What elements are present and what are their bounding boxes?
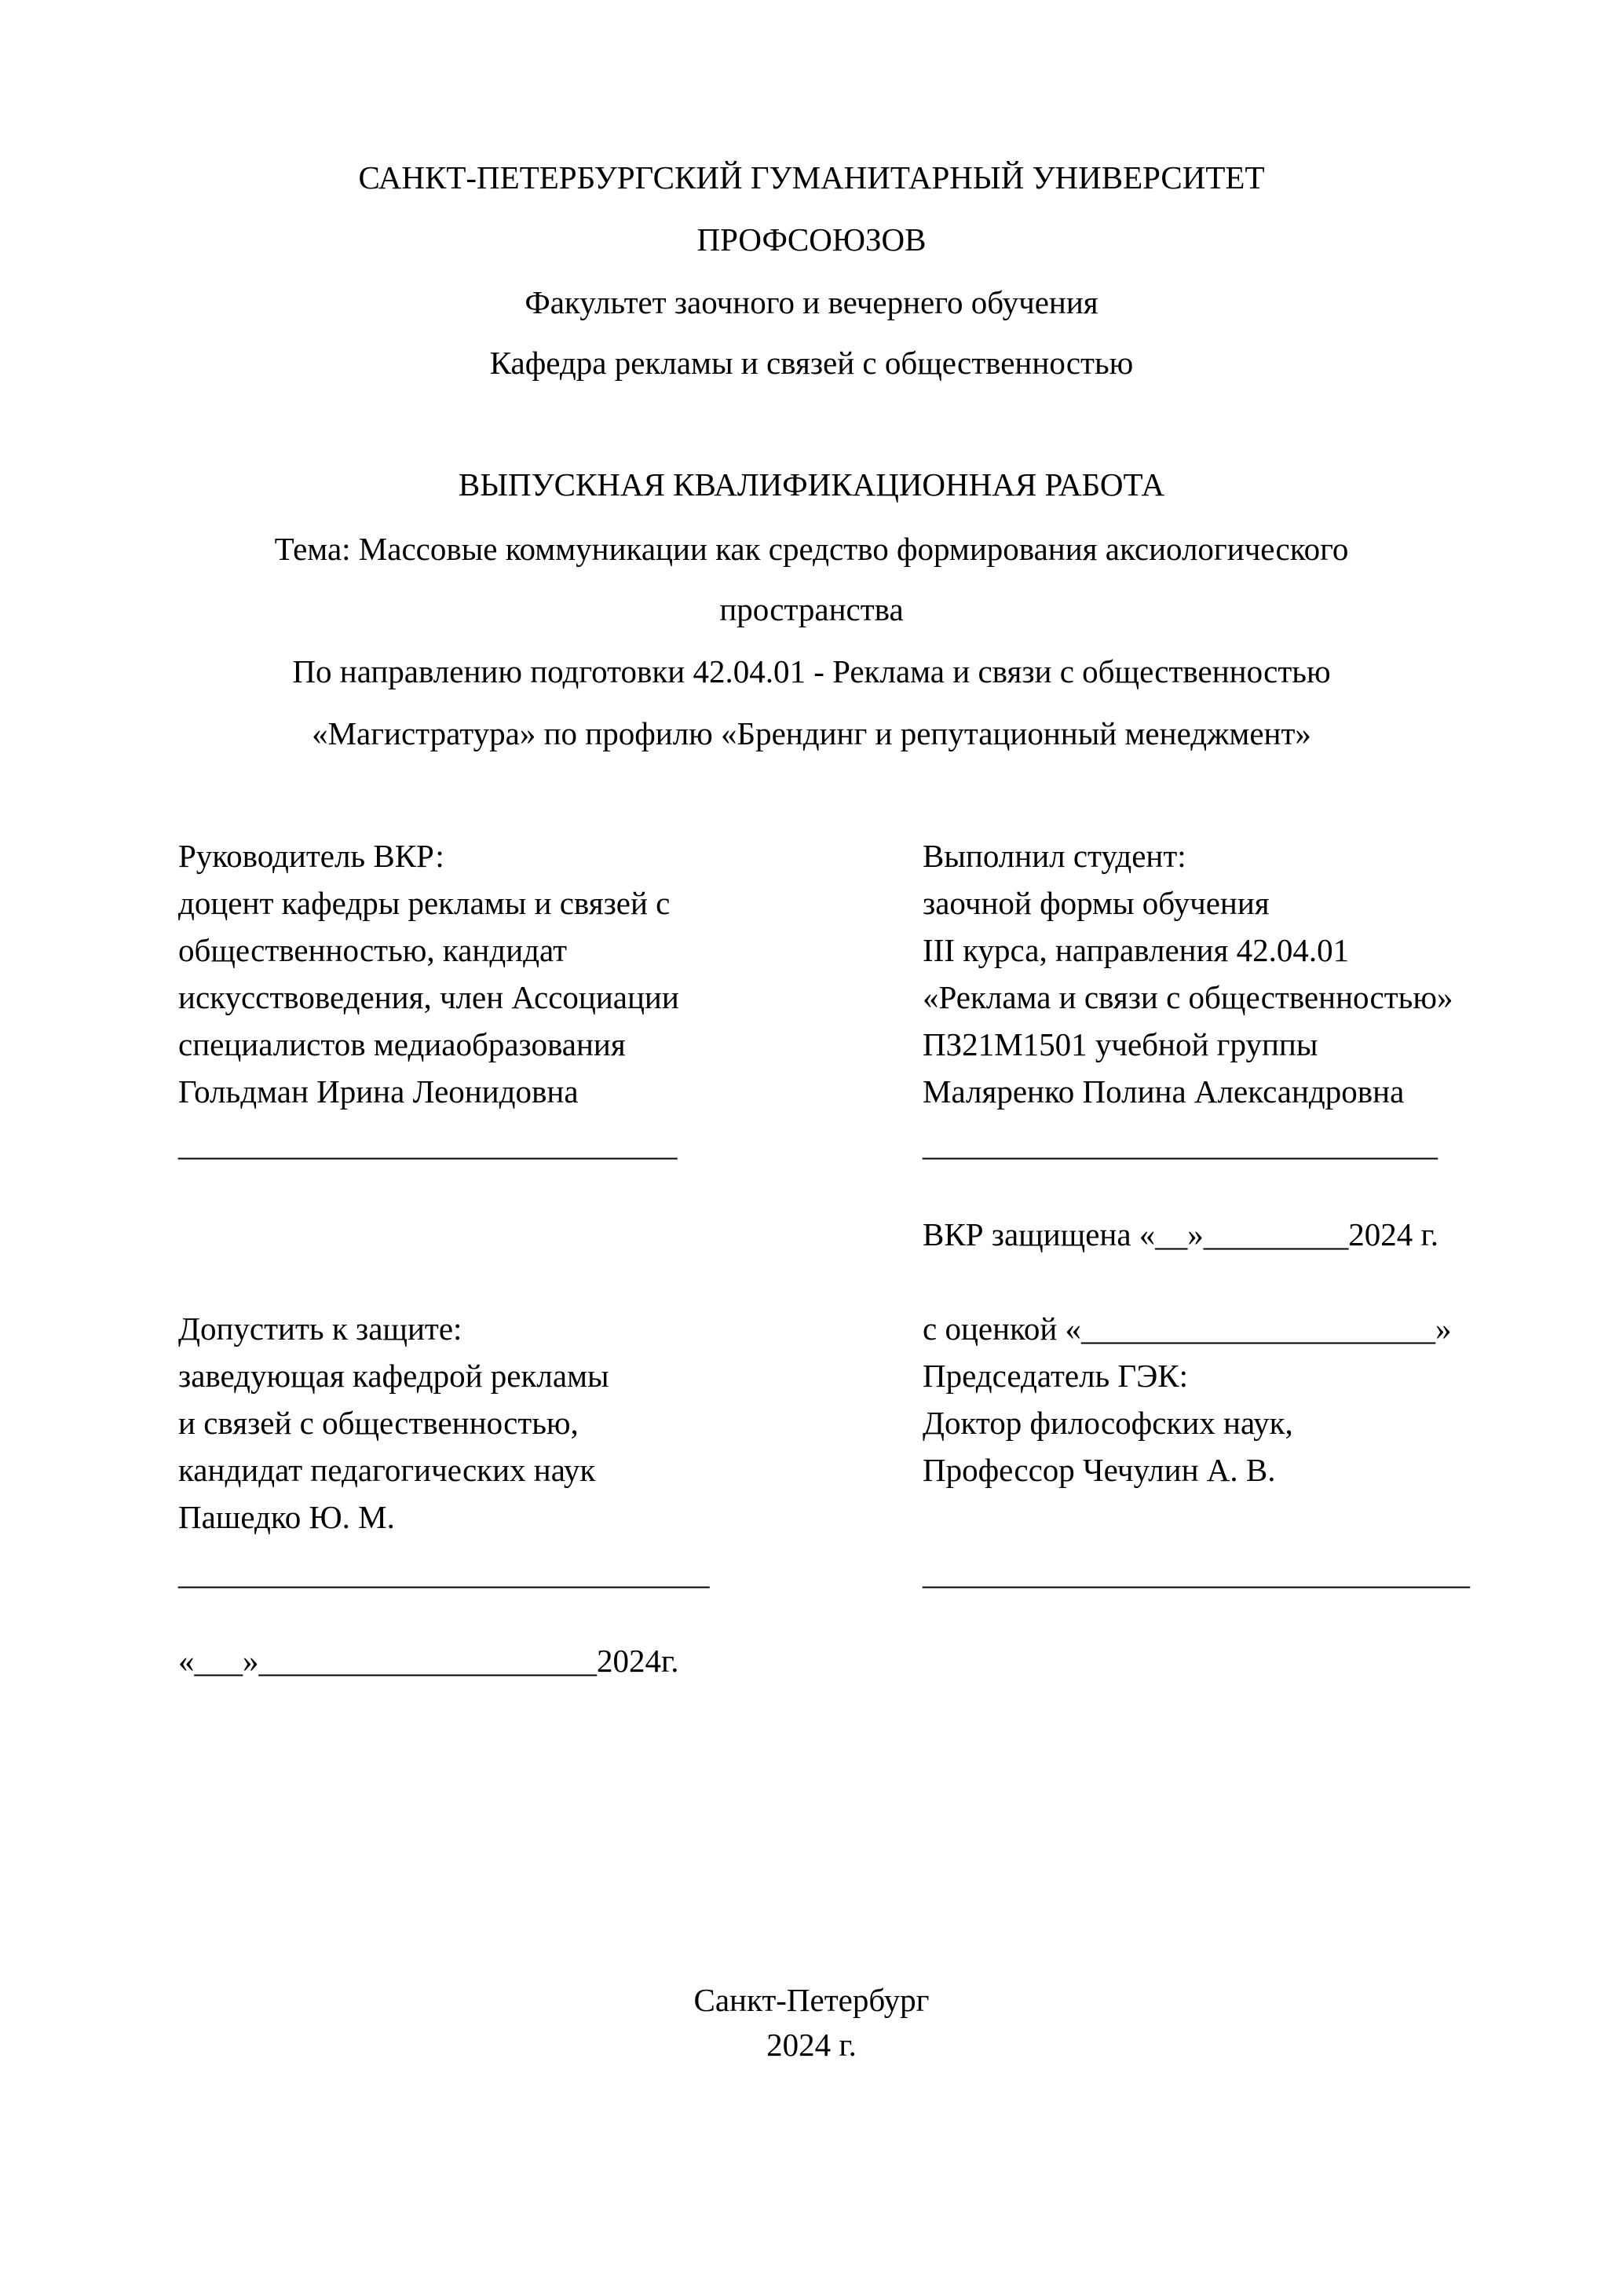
supervisor-name: Гольдман Ирина Леонидовна	[178, 1073, 579, 1110]
direction: По направлению подготовки 42.04.01 - Реклама и связи с общественностью	[292, 653, 1331, 689]
student-line: «Реклама и связи с общественностью»	[923, 979, 1453, 1015]
commission-line: Председатель ГЭК:	[923, 1358, 1189, 1394]
topic-line1: Тема: Массовые коммуникации как средство формирования аксиологического	[274, 531, 1349, 567]
topic-line2: пространства	[719, 591, 904, 627]
university-name-line1: САНКТ-ПЕТЕРБУРГСКИЙ ГУМАНИТАРНЫЙ УНИВЕРСИТЕТ	[358, 159, 1265, 196]
student-name: Маляренко Полина Александровна	[923, 1073, 1405, 1110]
grade-line: с оценкой «______________________»	[923, 1311, 1452, 1347]
supervisor-signature-line: _______________________________	[178, 1126, 678, 1162]
student-line: III курса, направления 42.04.01	[923, 932, 1350, 968]
supervisor-line: специалистов медиаобразования	[178, 1026, 626, 1062]
university-name-line2: ПРОФСОЮЗОВ	[696, 221, 927, 258]
admission-line: и связей с общественностью,	[178, 1405, 579, 1441]
admission-date: «___»_____________________2024г.	[178, 1643, 679, 1679]
commission-line: Доктор философских наук,	[923, 1405, 1293, 1441]
student-line: Выполнил студент:	[923, 838, 1186, 874]
student-line: ПЗ21М1501 учебной группы	[923, 1026, 1318, 1062]
admission-line: заведующая кафедрой рекламы	[178, 1358, 609, 1394]
work-type: ВЫПУСКНАЯ КВАЛИФИКАЦИОННАЯ РАБОТА	[458, 466, 1165, 503]
year: 2024 г.	[766, 2027, 857, 2063]
chairman-signature-line: __________________________________	[923, 1555, 1470, 1591]
supervisor-line: общественностью, кандидат	[178, 932, 568, 968]
supervisor-line: Руководитель ВКР:	[178, 838, 444, 874]
chairman-name: Профессор Чечулин А. В.	[923, 1452, 1276, 1488]
profile: «Магистратура» по профилю «Брендинг и репутационный менеджмент»	[312, 715, 1311, 751]
admission-line: кандидат педагогических наук	[178, 1452, 596, 1488]
supervisor-line: доцент кафедры рекламы и связей с	[178, 885, 671, 921]
defense-date: ВКР защищена «__»_________2024 г.	[923, 1216, 1439, 1252]
student-line: заочной формы обучения	[923, 885, 1270, 921]
city: Санкт-Петербург	[693, 1982, 930, 2018]
supervisor-line: искусствоведения, член Ассоциации	[178, 979, 679, 1015]
head-of-department-name: Пашедко Ю. М.	[178, 1499, 395, 1535]
department: Кафедра рекламы и связей с общественностью	[489, 345, 1134, 381]
admission-line: Допустить к защите:	[178, 1311, 462, 1347]
faculty: Факультет заочного и вечернего обучения	[525, 284, 1098, 320]
student-signature-line: ________________________________	[923, 1126, 1438, 1162]
admission-signature-line: _________________________________	[178, 1555, 710, 1591]
